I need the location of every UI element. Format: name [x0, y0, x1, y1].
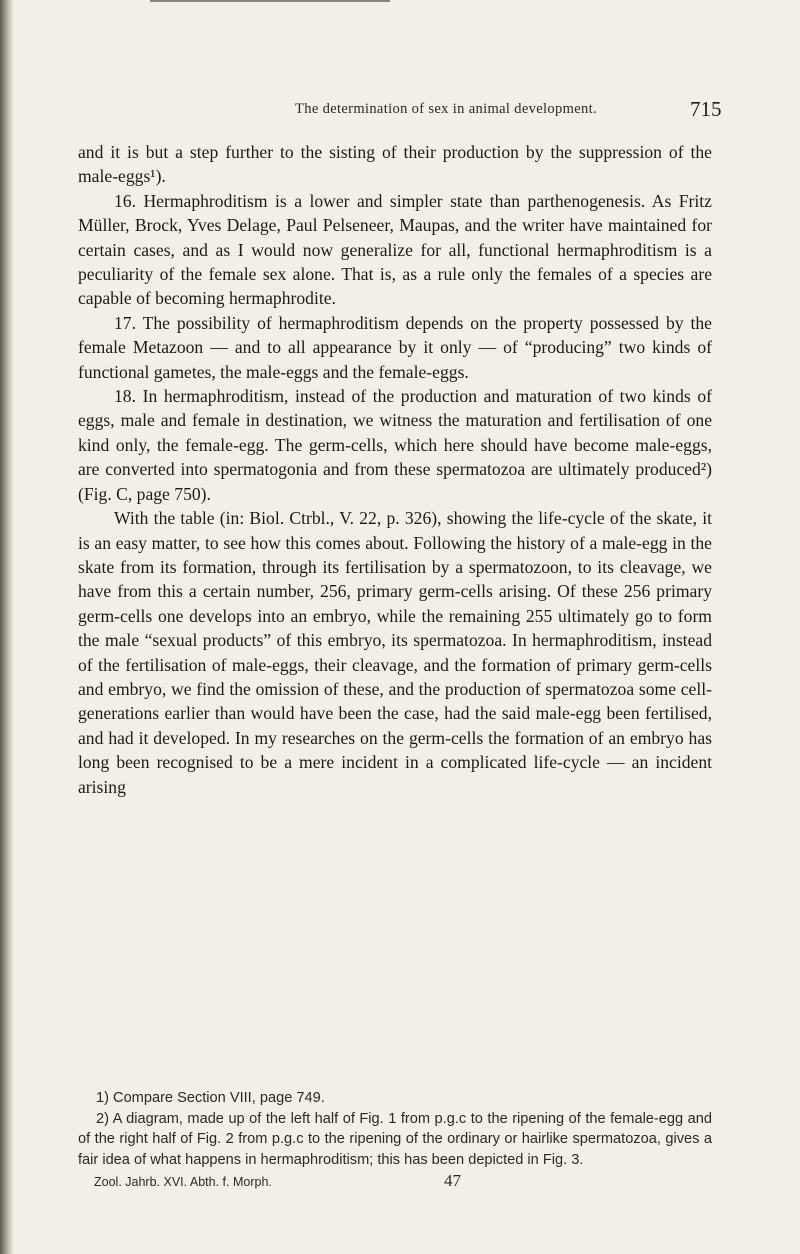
- footnotes: [78, 1088, 712, 1170]
- paragraph-17: 17. The possibility of hermaphroditism depends on the property possessed by the female Metazoon — and to all appearance by it only — of “producing” two kinds of functional gametes, the male-eggs and the female-eggs.: [78, 312, 712, 382]
- main-text: [78, 140, 712, 799]
- paragraph-skate-table: With the table (in: Biol. Ctrbl., V. 22, p. 326), showing the life-cycle of the skate, it is an easy matter, to see how this comes about. Following the history of a male-egg in the skate from its formation, through its fertilisation by a spermatozoon, to its cleavage, we have from this a certain number, 256, primary germ-cells arising. Of these 256 primary germ-cells one develops into an embryo, while the remaining 255 ultimately go to form the male “sexual products” of this embryo, its spermatozoa. In hermaphroditism, instead of the fertilisation of male-eggs, their cleavage, and the formation of primary germ-cells and embryo, we find the omission of these, and the production of spermatozoa some cell-generations earlier than would have been the case, had the said male-egg been fertilised, and had it developed. In my researches on the germ-cells the formation of an embryo has long been recognised to be a mere incident in a complicated life-cycle — an incident arising: [78, 508, 712, 797]
- running-title: The determination of sex in animal development.: [295, 101, 597, 117]
- footnote-1: 1) Compare Section VIII, page 749.: [96, 1090, 325, 1106]
- paragraph-16: 16. Hermaphroditism is a lower and simpler state than parthenogenesis. As Fritz Müller, Brock, Yves Delage, Paul Pelseneer, Maupas, and the writer have maintained for certain cases, and as I would now generalize for all, functional hermaphroditism is a peculiarity of the female sex alone. That is, as a rule only the females of a species are capable of becoming hermaphrodite.: [78, 190, 712, 309]
- page-footer: [78, 1172, 712, 1196]
- paragraph-18: 18. In hermaphroditism, instead of the production and maturation of two kinds of eggs, male and female in destination, we witness the maturation and fertilisation of one kind only, the female-egg. The germ-cells, which here should have become male-eggs, are converted into spermatogonia and from these spermatozoa are ultimately produced²) (Fig. C, page 750).: [78, 386, 712, 504]
- paragraph-continuation: and it is but a step further to the sisting of their production by the suppression of the male-eggs¹).: [78, 142, 712, 187]
- footnote-2: 2) A diagram, made up of the left half of Fig. 1 from p.g.c to the ripening of the female-egg and of the right half of Fig. 2 from p.g.c to the ripening of the ordinary or hairlike spermatozoa, gives a fair idea of what happens in hermaphroditism; this has been depicted in Fig. 3.: [78, 1110, 712, 1168]
- journal-reference: Zool. Jahrb. XVI. Abth. f. Morph.: [94, 1175, 272, 1189]
- top-edge-mark: [150, 0, 390, 2]
- page-number: 715: [690, 97, 722, 121]
- page-header: [0, 98, 800, 128]
- page-binding-edge: [0, 0, 14, 1254]
- signature-mark: 47: [444, 1171, 461, 1190]
